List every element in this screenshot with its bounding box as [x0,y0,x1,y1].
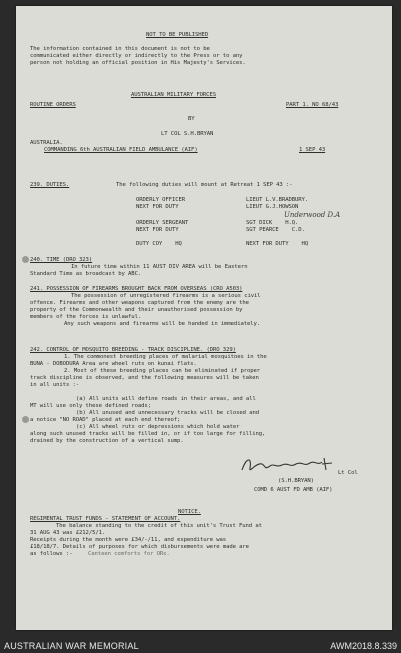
command-line: COMMANDING 6th AUSTRALIAN FIELD AMBULANCE (AIF) [44,147,198,153]
officer-name: LT COL S.H.BRYAN [161,131,214,137]
item-241-line: property of the Commonwealth and their unauthorised possession by [30,307,243,313]
item-242-line: drained by the construction of a vertical sump. [30,438,184,444]
duty-person: SGT PEARCE C.D. [246,227,305,233]
item-242-line: a notice "NO ROAD" placed at each end thereof; [30,417,181,423]
item-240-line: In future time within 11 AUST DIV AREA will be Eastern [71,264,248,270]
place-label: AUSTRALIA. [30,140,63,146]
item-240-line: Standard Time as broadcast by ABC. [30,271,142,277]
part-number: PART 1. NO 68/43 [286,102,339,108]
duty-person: NEXT FOR DUTY HQ [246,241,309,247]
footer-reference: AWM2018.8.339 [330,641,397,651]
notice-heading: NOTICE. [178,509,201,515]
item-242-line: along such unused tracks will be filled in, or if too large for filling, [30,431,266,437]
notice-body-line: £18/18/7. Details of purposes for which disbursements were made are [30,544,249,550]
by-label: BY [188,116,195,122]
notice-body-line: as follows :- [30,551,73,557]
duty-role: NEXT FOR DUTY [136,204,179,210]
item-240-heading: 240. TIME (DRO 323) [30,257,93,263]
classification-mark: NOT TO BE PUBLISHED [146,32,209,38]
item-241-line: members of the forces is unlawful. [30,314,142,320]
notice-line-2: communicated either directly or indirectly to the Press or to any [30,53,243,59]
notice-typed-addition: Canteen comforts for ORs. [88,551,170,557]
orders-date: 1 SEP 43 [299,147,326,153]
archive-footer [0,638,401,653]
orders-type: ROUTINE ORDERS [30,102,76,108]
notice-line-3: person not holding an official position in His Majesty's Services. [30,60,246,66]
duty-role: DUTY COY HQ [136,241,182,247]
item-241-line: The possession of unregistered firearms is a serious civil [71,293,261,299]
document-page [16,6,392,630]
item-242-line: (b) All unused and unnecessary tracks will be closed and [76,410,259,416]
signatory-name: (S.H.BRYAN) [278,478,314,484]
duty-role: ORDERLY SERGEANT [136,220,189,226]
duty-person: LIEUT G.J.HOWSON [246,204,299,210]
item-242-line: MT will use only these defined roads; [30,403,151,409]
notice-body-line: Receipts during the month were £34/-/11, and expenditure was [30,537,227,543]
item-242-line: BUNA - DOBODURA Area are wheel ruts on kunai flats. [30,361,197,367]
item-242-line: in all units :- [30,382,80,388]
footer-source: AUSTRALIAN WAR MEMORIAL [4,641,139,651]
notice-body-line: The balance standing to the credit of this unit's Trust Fund at [56,523,262,529]
item-241-line: offence. Firearms and other weapons captured from the enemy are the [30,300,249,306]
item-242-line: (c) All wheel ruts or depressions which hold water [76,424,240,430]
handwritten-annotation: Underwood D.A [284,211,341,219]
duty-role: ORDERLY OFFICER [136,197,186,203]
notice-subheading: REGIMENTAL TRUST FUNDS - STATEMENT OF ACCOUNT. [30,516,181,522]
item-242-line: track discipline is observed, and the following measures will be taken [30,375,259,381]
duty-person: LIEUT L.V.BRADBURY. [246,197,309,203]
duty-person: SGT DICK H.Q. [246,220,299,226]
item-242-line: (a) All units will define roads in their areas, and all [76,396,256,402]
punch-hole-bottom [22,416,29,423]
item-241-line: Any such weapons and firearms will be handed in immediately. [64,321,261,327]
item-242-heading: 242. CONTROL OF MOSQUITO BREEDING - TRACK DISCIPLINE. (DRO 329) [30,347,236,353]
signatory-rank: Lt Col [338,470,358,476]
notice-line-1: The information contained in this document is not to be [30,46,210,52]
punch-hole-top [22,256,29,263]
item-241-heading: 241. POSSESSION OF FIREARMS BROUGHT BACK FROM OVERSEAS (CRO A503) [30,286,243,292]
item-242-line: 1. The commonest breeding places of malarial mosquitoes in the [64,354,267,360]
duty-role: NEXT FOR DUTY [136,227,179,233]
item-242-line: 2. Most of these breeding places can be eliminated if proper [64,368,261,374]
item-239-heading: 239. DUTIES. [30,182,70,188]
force-name: AUSTRALIAN MILITARY FORCES [131,92,216,98]
notice-body-line: 31 AUG 43 was £212/5/1. [30,530,106,536]
signatory-title: COMD 6 AUST FD AMB (AIF) [254,487,333,493]
item-239-intro: The following duties will mount at Retreat 1 SEP 43 :- [116,182,293,188]
handwritten-signature [238,454,338,476]
